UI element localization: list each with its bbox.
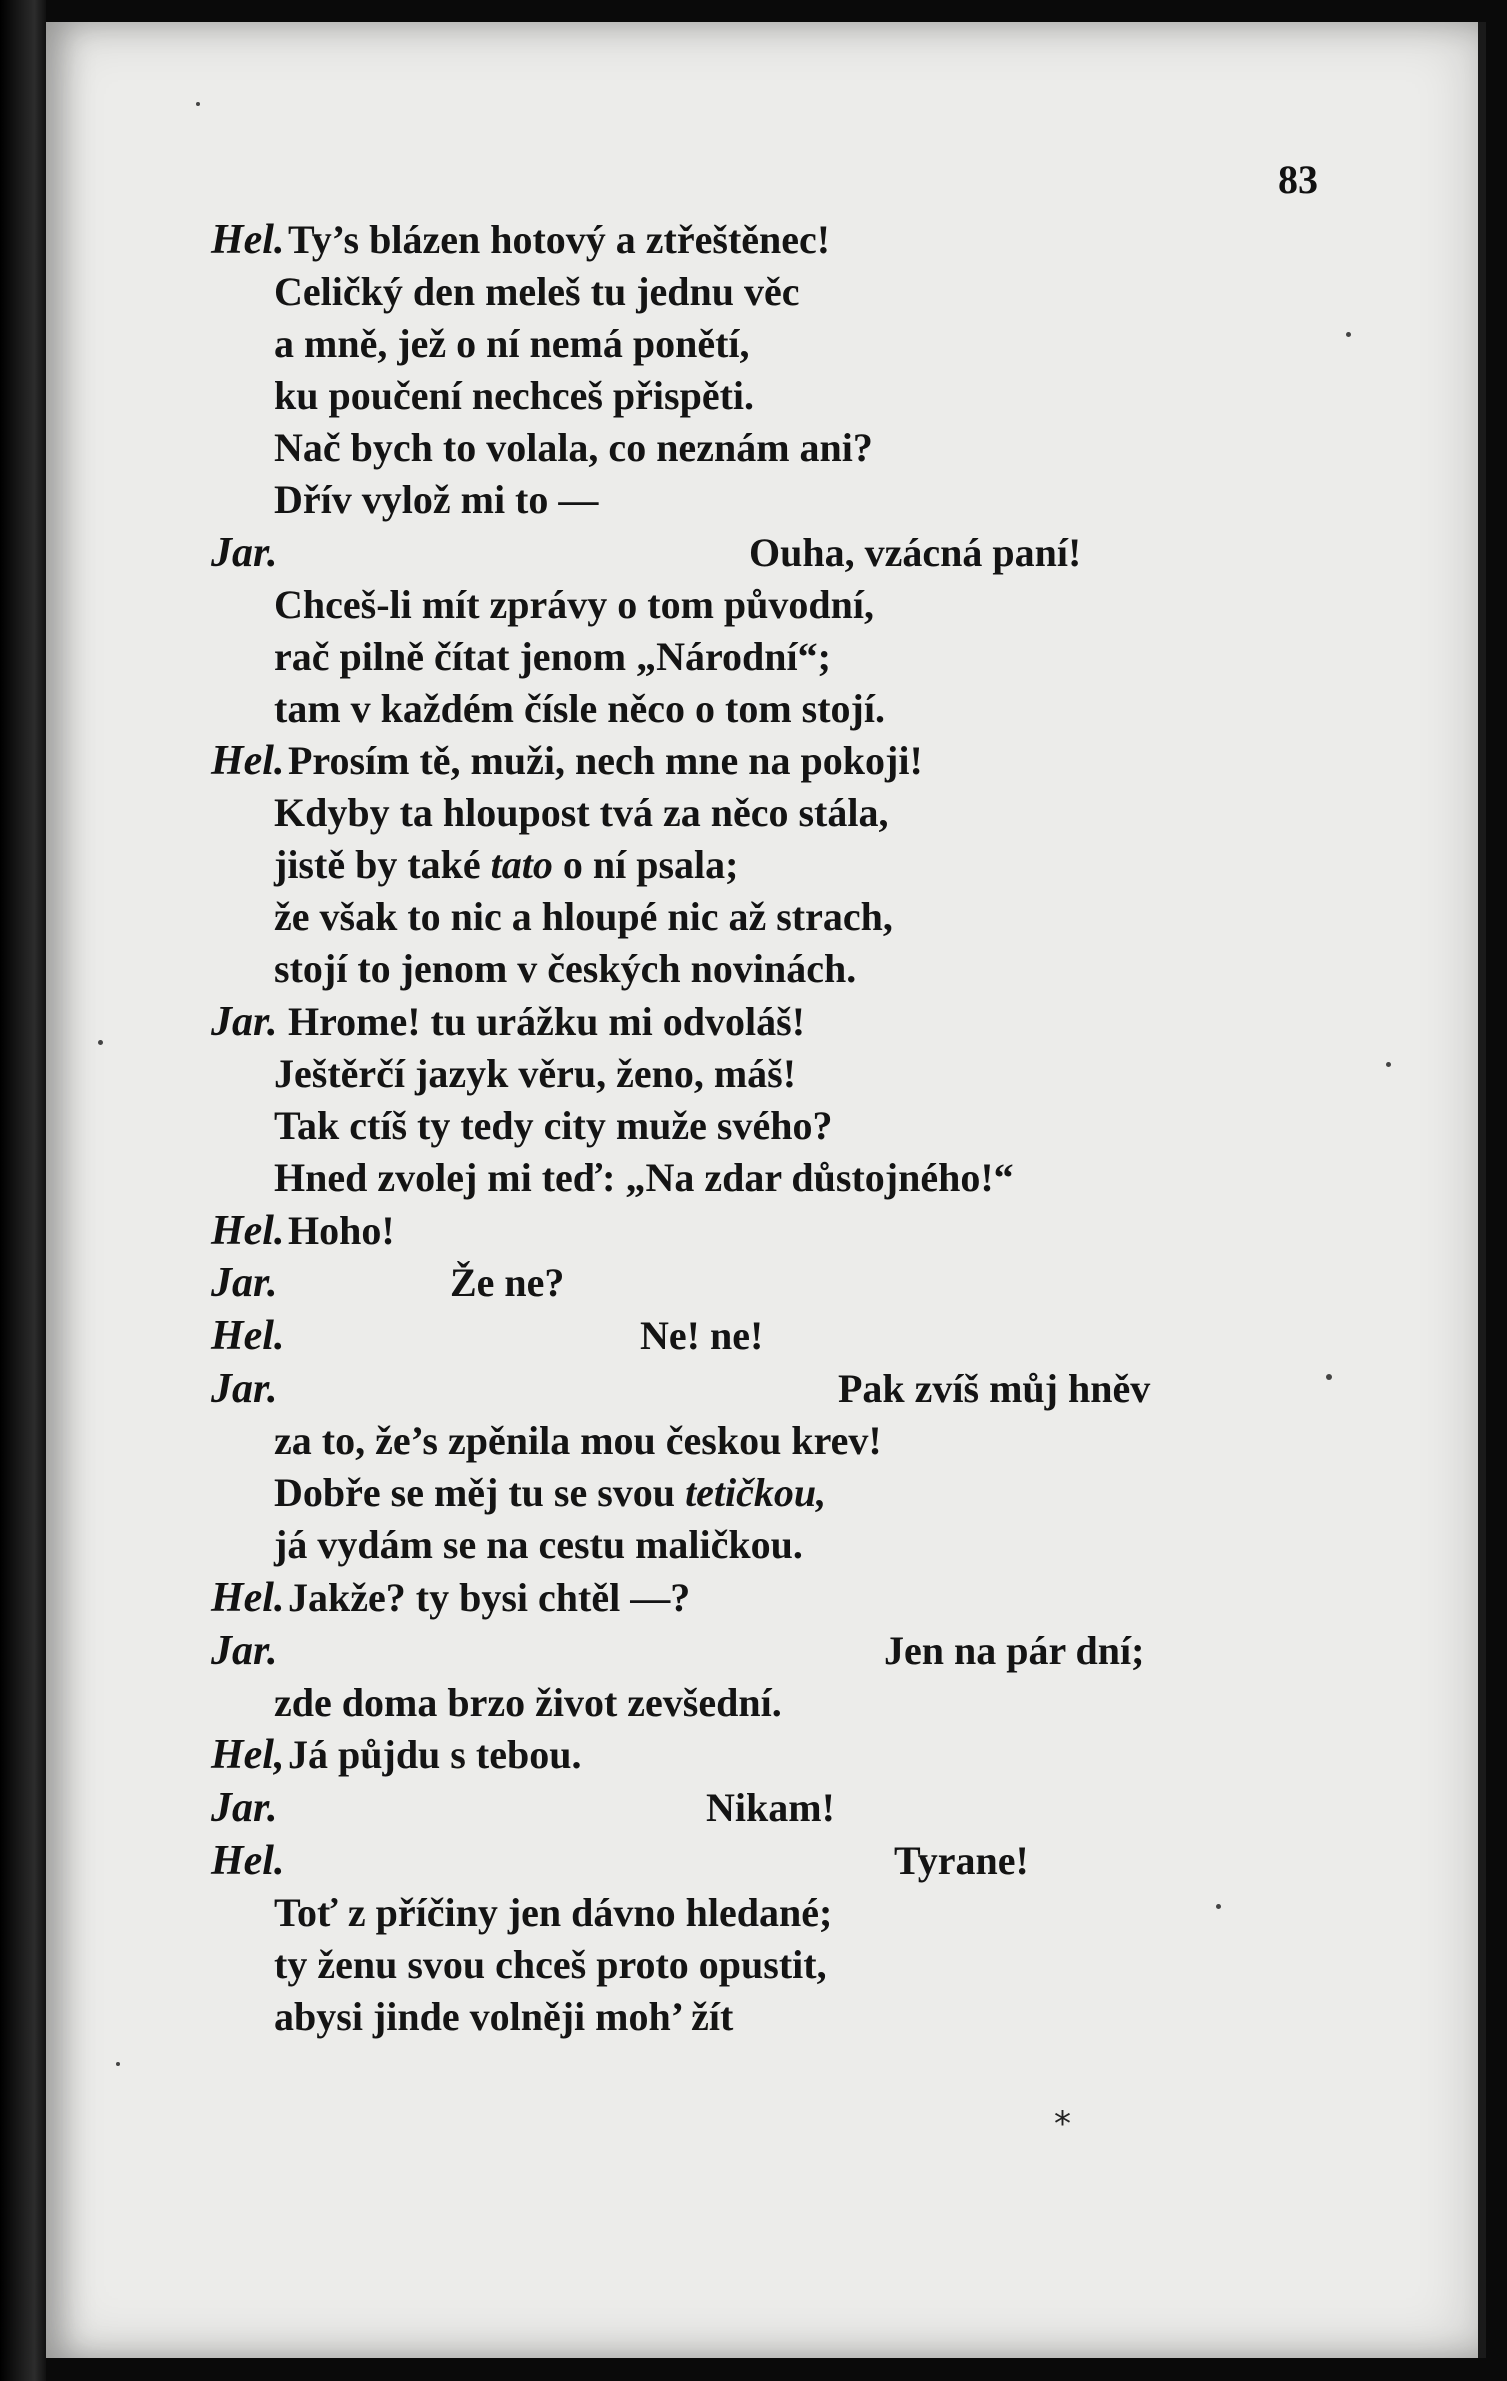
verse-line: a mně, jež o ní nemá ponětí, (274, 321, 750, 366)
verse-line: tam v každém čísle něco o tom stojí. (274, 686, 885, 731)
verse-line: stojí to jenom v českých novinách. (274, 946, 857, 991)
verse-line: abysi jinde volněji moh’ žít (274, 1994, 734, 2039)
speaker-label: Hel. (211, 1575, 285, 1621)
speaker-label: Jar. (211, 999, 278, 1045)
verse-line: ty ženu svou chceš proto opustit, (274, 1942, 827, 1987)
speaker-label: Hel. (211, 1838, 285, 1884)
verse-line: Prosím tě, muži, nech mne na pokoji! (288, 738, 923, 783)
verse-line: Tyrane! (894, 1838, 1029, 1883)
verse-line: Ouha, vzácná paní! (749, 530, 1082, 575)
verse-line: Kdyby ta hloupost tvá za něco stála, (274, 790, 889, 835)
verse-line: ku poučení nechceš přispěti. (274, 373, 755, 418)
verse-line: Jakže? ty bysi chtěl —? (288, 1575, 691, 1620)
book-page (46, 22, 1486, 2358)
speaker-label: Jar. (211, 1366, 278, 1412)
verse-line: Hoho! (288, 1208, 395, 1253)
speaker-label: Hel. (211, 738, 285, 784)
verse-line: Já půjdu s tebou. (288, 1732, 582, 1777)
verse-line: Chceš-li mít zprávy o tom původní, (274, 582, 874, 627)
speaker-label: Jar. (211, 530, 278, 576)
verse-line: Hrome! tu urážku mi odvoláš! (288, 999, 806, 1044)
verse-line: Tak ctíš ty tedy city muže svého? (274, 1103, 833, 1148)
verse-line: Toť z příčiny jen dávno hledané; (274, 1890, 833, 1935)
speaker-label: Hel. (211, 1208, 285, 1254)
verse-line: Dřív vylož mi to — (274, 477, 599, 522)
verse-line: Hned zvolej mi teď: „Na zdar důstojného!“ (274, 1155, 1014, 1200)
paper-speck (1386, 1062, 1391, 1067)
verse-line: že však to nic a hloupé nic až strach, (274, 894, 893, 939)
paper-speck (1346, 332, 1351, 337)
paper-speck (196, 102, 200, 106)
verse-line: já vydám se na cestu maličkou. (274, 1522, 803, 1567)
book-spine-shadow (0, 0, 46, 2381)
verse-line: rač pilně čítat jenom „Národní“; (274, 634, 831, 679)
verse-line: za to, že’s zpěnila mou českou krev! (274, 1418, 882, 1463)
verse-line: zde doma brzo život zevšední. (274, 1680, 782, 1725)
speaker-label: Jar. (211, 1260, 278, 1306)
verse-line: Ne! ne! (640, 1313, 764, 1358)
verse-line: Pak zvíš můj hněv (838, 1366, 1151, 1411)
verse-line: Že ne? (450, 1260, 565, 1305)
verse-line: Ještěrčí jazyk věru, ženo, máš! (274, 1051, 797, 1096)
speaker-label: Hel. (211, 1313, 285, 1359)
verse-line: Celičký den meleš tu jednu věc (274, 269, 800, 314)
speaker-label: Jar. (211, 1628, 278, 1674)
speaker-label: Jar. (211, 1785, 278, 1831)
verse-line: Nikam! (706, 1785, 835, 1830)
speaker-label: Hel, (211, 1732, 285, 1778)
verse-line: Dobře se měj tu se svou tetičkou, (274, 1470, 827, 1515)
page-number: 83 (1278, 157, 1318, 202)
verse-line: Ty’s blázen hotový a ztřeštěnec! (288, 217, 831, 262)
paper-speck (116, 2062, 120, 2066)
paper-speck (1216, 1904, 1221, 1909)
verse-line: Jen na pár dní; (884, 1628, 1145, 1673)
verse-line: jistě by také tato o ní psala; (274, 842, 739, 887)
end-asterisk: * (1054, 2104, 1071, 2144)
verse-line: Nač bych to volala, co neznám ani? (274, 425, 873, 470)
paper-speck (98, 1040, 103, 1045)
speaker-label: Hel. (211, 217, 285, 263)
paper-speck (1326, 1374, 1332, 1380)
